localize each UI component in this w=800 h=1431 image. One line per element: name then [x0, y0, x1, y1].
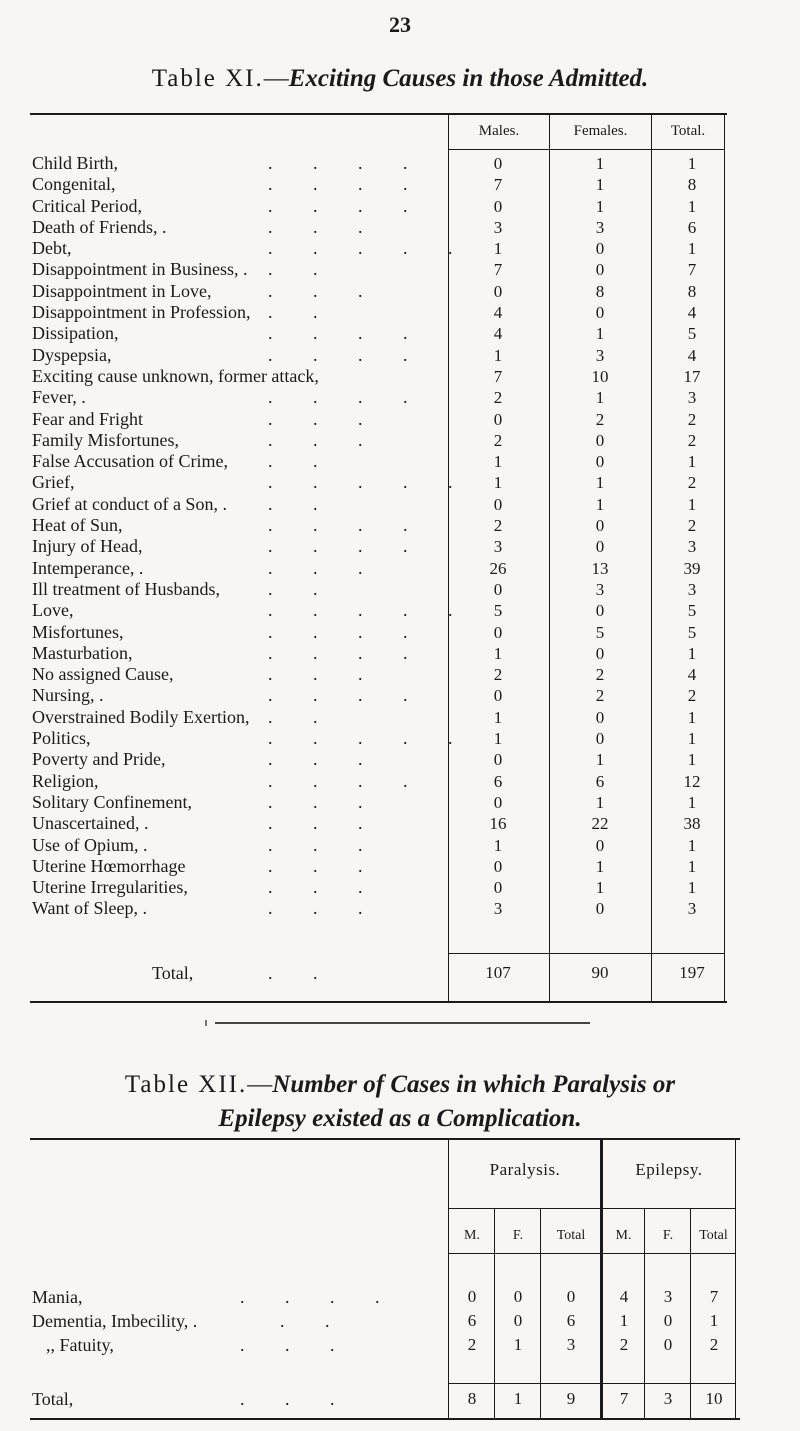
- table-xi-bottom-rule: [30, 1001, 727, 1003]
- total-value: 8: [687, 175, 697, 195]
- males-value: 1: [493, 835, 503, 855]
- males-value: 1: [493, 643, 503, 663]
- leader-dots: . .: [268, 706, 336, 727]
- leader-dots: . . . .: [268, 515, 426, 536]
- females-value: 1: [595, 473, 605, 493]
- leader-dots: . .: [268, 302, 336, 323]
- total-paralysis-total: 9: [566, 1389, 576, 1408]
- total-value: 3: [687, 579, 697, 599]
- females-value: 2: [595, 686, 605, 706]
- females-value: 22: [591, 814, 609, 834]
- table-row: [30, 217, 727, 238]
- epilepsy-total-value: 2: [709, 1335, 719, 1354]
- leader-dots: . .: [280, 1311, 348, 1331]
- table-row: [30, 430, 727, 451]
- females-value: 1: [595, 792, 605, 812]
- cause-label: Love,: [32, 600, 74, 621]
- total-value: 1: [687, 792, 697, 812]
- females-value: 0: [595, 239, 605, 259]
- females-value: 0: [595, 516, 605, 536]
- table-xi-body: [30, 153, 727, 920]
- table-row: [30, 323, 727, 344]
- cause-label: Intemperance, .: [32, 557, 144, 578]
- paralysis-total-value: 6: [566, 1311, 576, 1330]
- leader-dots: . .: [268, 493, 336, 514]
- epilepsy-m-value: 4: [619, 1287, 629, 1306]
- row-label: Mania,: [32, 1287, 83, 1307]
- leader-dots: . . . .: [268, 770, 426, 791]
- table-row: [30, 345, 727, 366]
- total-value: 1: [687, 856, 697, 876]
- cause-label: No assigned Cause,: [32, 664, 174, 685]
- table-xii-divider: [600, 1138, 603, 1418]
- males-value: 0: [493, 750, 503, 770]
- total-epilepsy-m: 7: [619, 1389, 629, 1408]
- page-number: 23: [389, 12, 411, 37]
- leader-dots: . . . .: [240, 1287, 398, 1307]
- males-value: 3: [493, 899, 503, 919]
- table-row: [30, 728, 727, 749]
- cause-label: Congenital,: [32, 174, 116, 195]
- table-row: [30, 813, 727, 834]
- cause-label: Poverty and Pride,: [32, 749, 166, 770]
- females-value: 3: [595, 217, 605, 237]
- cause-label: Injury of Head,: [32, 536, 143, 557]
- table-xii-total-row: [30, 1388, 740, 1410]
- cause-label: Heat of Sun,: [32, 515, 123, 536]
- cause-label: Fever, .: [32, 387, 86, 408]
- subheader-epilepsy-f: F.: [662, 1228, 674, 1243]
- total-value: 1: [687, 452, 697, 472]
- leader-dots: . .: [268, 259, 336, 280]
- males-value: 0: [493, 856, 503, 876]
- leader-dots: . . .: [268, 855, 381, 876]
- table-xi-label: Table XI.: [151, 65, 264, 92]
- females-value: 0: [595, 899, 605, 919]
- males-value: 7: [493, 366, 503, 386]
- males-value: 2: [493, 430, 503, 450]
- females-value: 2: [595, 665, 605, 685]
- table-row: [30, 281, 727, 302]
- header-epilepsy: Epilepsy.: [635, 1160, 703, 1179]
- females-value: 0: [595, 430, 605, 450]
- table-row: [30, 174, 727, 195]
- epilepsy-f-value: 0: [663, 1311, 673, 1330]
- table-xii-divider: [735, 1138, 736, 1418]
- table-row: [30, 835, 727, 856]
- females-value: 0: [595, 537, 605, 557]
- table-row: [30, 856, 727, 877]
- total-value: 7: [687, 260, 697, 280]
- table-xi-caption: Table XI.—Exciting Causes in those Admitted.: [151, 65, 649, 92]
- leader-dots: . .: [268, 963, 336, 983]
- header-paralysis: Paralysis.: [489, 1160, 561, 1179]
- females-value: 1: [595, 196, 605, 216]
- total-value: 2: [687, 473, 697, 493]
- cause-label: Misfortunes,: [32, 621, 124, 642]
- subheader-paralysis-total: Total: [556, 1228, 586, 1243]
- subheader-paralysis-m: M.: [464, 1228, 480, 1243]
- total-paralysis-m: 8: [467, 1389, 477, 1408]
- table-row: [30, 1286, 740, 1308]
- table-row: [30, 451, 727, 472]
- cause-label: Politics,: [32, 728, 91, 749]
- table-row: [30, 643, 727, 664]
- females-value: 0: [595, 452, 605, 472]
- total-males: 107: [485, 963, 511, 982]
- cause-label: Grief at conduct of a Son, .: [32, 493, 227, 514]
- total-value: 39: [683, 558, 701, 578]
- males-value: 0: [493, 878, 503, 898]
- females-value: 0: [595, 303, 605, 323]
- leader-dots: . . .: [268, 791, 381, 812]
- males-value: 16: [489, 814, 507, 834]
- table-row: [30, 536, 727, 557]
- total-value: 1: [687, 494, 697, 514]
- females-value: 0: [595, 835, 605, 855]
- males-value: 1: [493, 345, 503, 365]
- males-value: 3: [493, 217, 503, 237]
- females-value: 2: [595, 409, 605, 429]
- cause-label: Family Misfortunes,: [32, 429, 179, 450]
- total-value: 2: [687, 430, 697, 450]
- cause-label: Death of Friends, .: [32, 216, 167, 237]
- males-value: 1: [493, 473, 503, 493]
- row-label: Dementia, Imbecility, .: [32, 1311, 198, 1331]
- cause-label: Disappointment in Love,: [32, 280, 212, 301]
- males-value: 1: [493, 239, 503, 259]
- cause-label: Religion,: [32, 770, 99, 791]
- table-xi: [30, 113, 727, 1003]
- table-xii-title-line2: Epilepsy existed as a Complication.: [218, 1105, 582, 1132]
- table-row: [30, 409, 727, 430]
- row-label: ,, Fatuity,: [46, 1335, 114, 1355]
- females-value: 3: [595, 579, 605, 599]
- males-value: 4: [493, 303, 503, 323]
- section-separator: [215, 1022, 590, 1024]
- total-value: 4: [687, 665, 697, 685]
- table-xii: [30, 1138, 740, 1418]
- females-value: 0: [595, 601, 605, 621]
- total-value: 5: [687, 601, 697, 621]
- leader-dots: . . . .: [268, 536, 426, 557]
- males-value: 0: [493, 154, 503, 173]
- header-males: Males.: [478, 123, 520, 139]
- males-value: 1: [493, 707, 503, 727]
- table-xii-bottom-rule: [30, 1418, 740, 1420]
- cause-label: Dissipation,: [32, 323, 119, 344]
- females-value: 1: [595, 856, 605, 876]
- table-xi-top-rule: [30, 113, 727, 115]
- leader-dots: . . .: [268, 898, 381, 919]
- cause-label: Critical Period,: [32, 195, 142, 216]
- leader-dots: . . . . .: [268, 238, 471, 259]
- total-value: 1: [687, 835, 697, 855]
- table-xii-total-rule: [448, 1383, 735, 1384]
- total-value: 2: [687, 516, 697, 536]
- table-row: [30, 792, 727, 813]
- cause-label: Dyspepsia,: [32, 344, 112, 365]
- males-value: 1: [493, 729, 503, 749]
- males-value: 0: [493, 281, 503, 301]
- leader-dots: . . .: [268, 429, 381, 450]
- cause-label: Grief,: [32, 472, 75, 493]
- cause-label: Disappointment in Profession,: [32, 302, 251, 323]
- paralysis-f-value: 1: [513, 1335, 523, 1354]
- total-value: 1: [687, 154, 697, 173]
- total-value: 1: [687, 707, 697, 727]
- table-xii-label: Table XII.: [124, 1071, 248, 1098]
- header-females: Females.: [573, 123, 628, 139]
- leader-dots: . . . .: [268, 621, 426, 642]
- females-value: 0: [595, 729, 605, 749]
- paralysis-m-value: 6: [467, 1311, 477, 1330]
- cause-label: Want of Sleep, .: [32, 898, 148, 919]
- table-row: [30, 387, 727, 408]
- subheader-epilepsy-m: M.: [615, 1228, 632, 1243]
- table-row: [30, 238, 727, 259]
- leader-dots: . . . .: [268, 153, 426, 173]
- total-value: 3: [687, 388, 697, 408]
- females-value: 1: [595, 494, 605, 514]
- table-row: [30, 472, 727, 493]
- males-value: 2: [493, 516, 503, 536]
- table-row: [30, 707, 727, 728]
- total-label: Total,: [152, 963, 194, 983]
- table-row: [30, 302, 727, 323]
- total-value: 2: [687, 409, 697, 429]
- total-value: 1: [687, 750, 697, 770]
- table-row: [30, 494, 727, 515]
- table-xii-header-rule: [448, 1253, 735, 1254]
- total-value: 4: [687, 345, 697, 365]
- total-value: 5: [687, 622, 697, 642]
- leader-dots: . . .: [268, 834, 381, 855]
- females-value: 0: [595, 260, 605, 280]
- total-value: 1: [687, 239, 697, 259]
- paralysis-f-value: 0: [513, 1287, 523, 1306]
- paralysis-f-value: 0: [513, 1311, 523, 1330]
- table-xi-header-rule: [448, 149, 724, 150]
- females-value: 1: [595, 750, 605, 770]
- paralysis-m-value: 0: [467, 1287, 477, 1306]
- table-row: [30, 259, 727, 280]
- epilepsy-total-value: 1: [709, 1311, 719, 1330]
- males-value: 6: [493, 771, 503, 791]
- total-value: 1: [687, 729, 697, 749]
- cause-label: Child Birth,: [32, 153, 119, 173]
- total-value: 2: [687, 686, 697, 706]
- total-value: 17: [683, 366, 701, 386]
- table-xii-caption: Table XII.—Number of Cases in which Paralysis or Epilepsy existed as a Complication.: [124, 1071, 676, 1132]
- table-xi-total-rule: [448, 953, 724, 954]
- subheader-paralysis-f: F.: [512, 1228, 524, 1243]
- table-row: [30, 749, 727, 770]
- leader-dots: . . . .: [268, 642, 426, 663]
- table-row: [30, 685, 727, 706]
- leader-dots: . . . .: [268, 174, 426, 195]
- males-value: 0: [493, 196, 503, 216]
- total-value: 4: [687, 303, 697, 323]
- males-value: 3: [493, 537, 503, 557]
- subheader-epilepsy-total: Total: [699, 1228, 728, 1243]
- males-value: 7: [493, 175, 503, 195]
- table-row: [30, 877, 727, 898]
- cause-label: Debt,: [32, 238, 72, 259]
- table-row: [30, 600, 727, 621]
- males-value: 2: [493, 665, 503, 685]
- table-xii-top-rule: [30, 1138, 740, 1140]
- table-row: [30, 622, 727, 643]
- paralysis-total-value: 0: [566, 1287, 576, 1306]
- leader-dots: . . . .: [268, 195, 426, 216]
- leader-dots: . . .: [268, 664, 381, 685]
- leader-dots: . .: [268, 451, 336, 472]
- total-total: 197: [679, 963, 705, 982]
- cause-label: Disappointment in Business, .: [32, 259, 248, 280]
- leader-dots: . . .: [268, 749, 381, 770]
- leader-dots: . . .: [268, 877, 381, 898]
- total-value: 5: [687, 324, 697, 344]
- males-value: 0: [493, 686, 503, 706]
- leader-dots: . . . .: [268, 387, 426, 408]
- cause-label: Exciting cause unknown, former attack,: [32, 365, 319, 386]
- table-row: [30, 1334, 740, 1356]
- total-value: 38: [683, 814, 701, 834]
- males-value: 0: [493, 494, 503, 514]
- epilepsy-total-value: 7: [709, 1287, 719, 1306]
- cause-label: Unascertained, .: [32, 813, 149, 834]
- table-row: [30, 196, 727, 217]
- cause-label: Masturbation,: [32, 642, 133, 663]
- cause-label: Fear and Fright: [32, 408, 143, 429]
- epilepsy-m-value: 2: [619, 1335, 629, 1354]
- males-value: 2: [493, 388, 503, 408]
- table-row: [30, 579, 727, 600]
- females-value: 1: [595, 878, 605, 898]
- total-label: Total,: [32, 1389, 74, 1409]
- females-value: 5: [595, 622, 605, 642]
- table-xii-divider: [448, 1138, 449, 1418]
- leader-dots: . . . . .: [268, 728, 471, 749]
- males-value: 1: [493, 452, 503, 472]
- header-total: Total.: [670, 123, 706, 139]
- males-value: 0: [493, 622, 503, 642]
- total-epilepsy-total: 10: [705, 1389, 723, 1408]
- males-value: 5: [493, 601, 503, 621]
- females-value: 0: [595, 707, 605, 727]
- total-value: 1: [687, 643, 697, 663]
- total-value: 1: [687, 196, 697, 216]
- leader-dots: . . .: [268, 557, 381, 578]
- females-value: 1: [595, 324, 605, 344]
- females-value: 10: [591, 366, 609, 386]
- total-paralysis-f: 1: [513, 1389, 523, 1408]
- table-xi-title: Exciting Causes in those Admitted.: [288, 65, 649, 92]
- females-value: 0: [595, 643, 605, 663]
- males-value: 26: [489, 558, 507, 578]
- table-xii-title-line1: Number of Cases in which Paralysis or: [272, 1071, 676, 1098]
- paralysis-m-value: 2: [467, 1335, 477, 1354]
- leader-dots: . . .: [240, 1389, 353, 1409]
- table-row: [30, 515, 727, 536]
- leader-dots: . . . .: [268, 344, 426, 365]
- leader-dots: . . .: [240, 1335, 353, 1355]
- total-value: 3: [687, 537, 697, 557]
- females-value: 1: [595, 175, 605, 195]
- leader-dots: . . .: [268, 280, 381, 301]
- cause-label: Uterine Irregularities,: [32, 877, 188, 898]
- table-xi-total-row: [30, 963, 727, 985]
- leader-dots: . . .: [268, 408, 381, 429]
- table-row: [30, 366, 727, 387]
- table-row: [30, 1310, 740, 1332]
- males-value: 4: [493, 324, 503, 344]
- leader-dots: . . . .: [268, 323, 426, 344]
- epilepsy-m-value: 1: [619, 1311, 629, 1330]
- epilepsy-f-value: 0: [663, 1335, 673, 1354]
- table-xii-header-rule: [448, 1208, 735, 1209]
- leader-dots: . . . .: [268, 685, 426, 706]
- females-value: 1: [595, 154, 605, 173]
- females-value: 1: [595, 388, 605, 408]
- leader-dots: . .: [268, 578, 336, 599]
- total-females: 90: [591, 963, 609, 982]
- total-epilepsy-f: 3: [663, 1389, 673, 1408]
- total-value: 6: [687, 217, 697, 237]
- epilepsy-f-value: 3: [663, 1287, 673, 1306]
- table-row: [30, 771, 727, 792]
- males-value: 0: [493, 409, 503, 429]
- females-value: 6: [595, 771, 605, 791]
- cause-label: False Accusation of Crime,: [32, 451, 228, 472]
- total-value: 3: [687, 899, 697, 919]
- table-row: [30, 664, 727, 685]
- females-value: 8: [595, 281, 605, 301]
- cause-label: Ill treatment of Husbands,: [32, 578, 220, 599]
- leader-dots: . . .: [268, 216, 381, 237]
- cause-label: Solitary Confinement,: [32, 791, 192, 812]
- cause-label: Uterine Hœmorrhage: [32, 855, 186, 876]
- males-value: 0: [493, 579, 503, 599]
- males-value: 7: [493, 260, 503, 280]
- paralysis-total-value: 3: [566, 1335, 576, 1354]
- total-value: 8: [687, 281, 697, 301]
- table-row: [30, 558, 727, 579]
- cause-label: Use of Opium, .: [32, 834, 148, 855]
- total-value: 12: [683, 771, 701, 791]
- table-row: [30, 153, 727, 174]
- females-value: 13: [591, 558, 609, 578]
- total-value: 1: [687, 878, 697, 898]
- separator-mark: [205, 1020, 207, 1026]
- leader-dots: . . . . .: [268, 600, 471, 621]
- table-row: [30, 898, 727, 919]
- cause-label: Overstrained Bodily Exertion,: [32, 706, 250, 727]
- leader-dots: . . . . .: [268, 472, 471, 493]
- males-value: 0: [493, 792, 503, 812]
- leader-dots: . . .: [268, 813, 381, 834]
- cause-label: Nursing, .: [32, 685, 104, 706]
- females-value: 3: [595, 345, 605, 365]
